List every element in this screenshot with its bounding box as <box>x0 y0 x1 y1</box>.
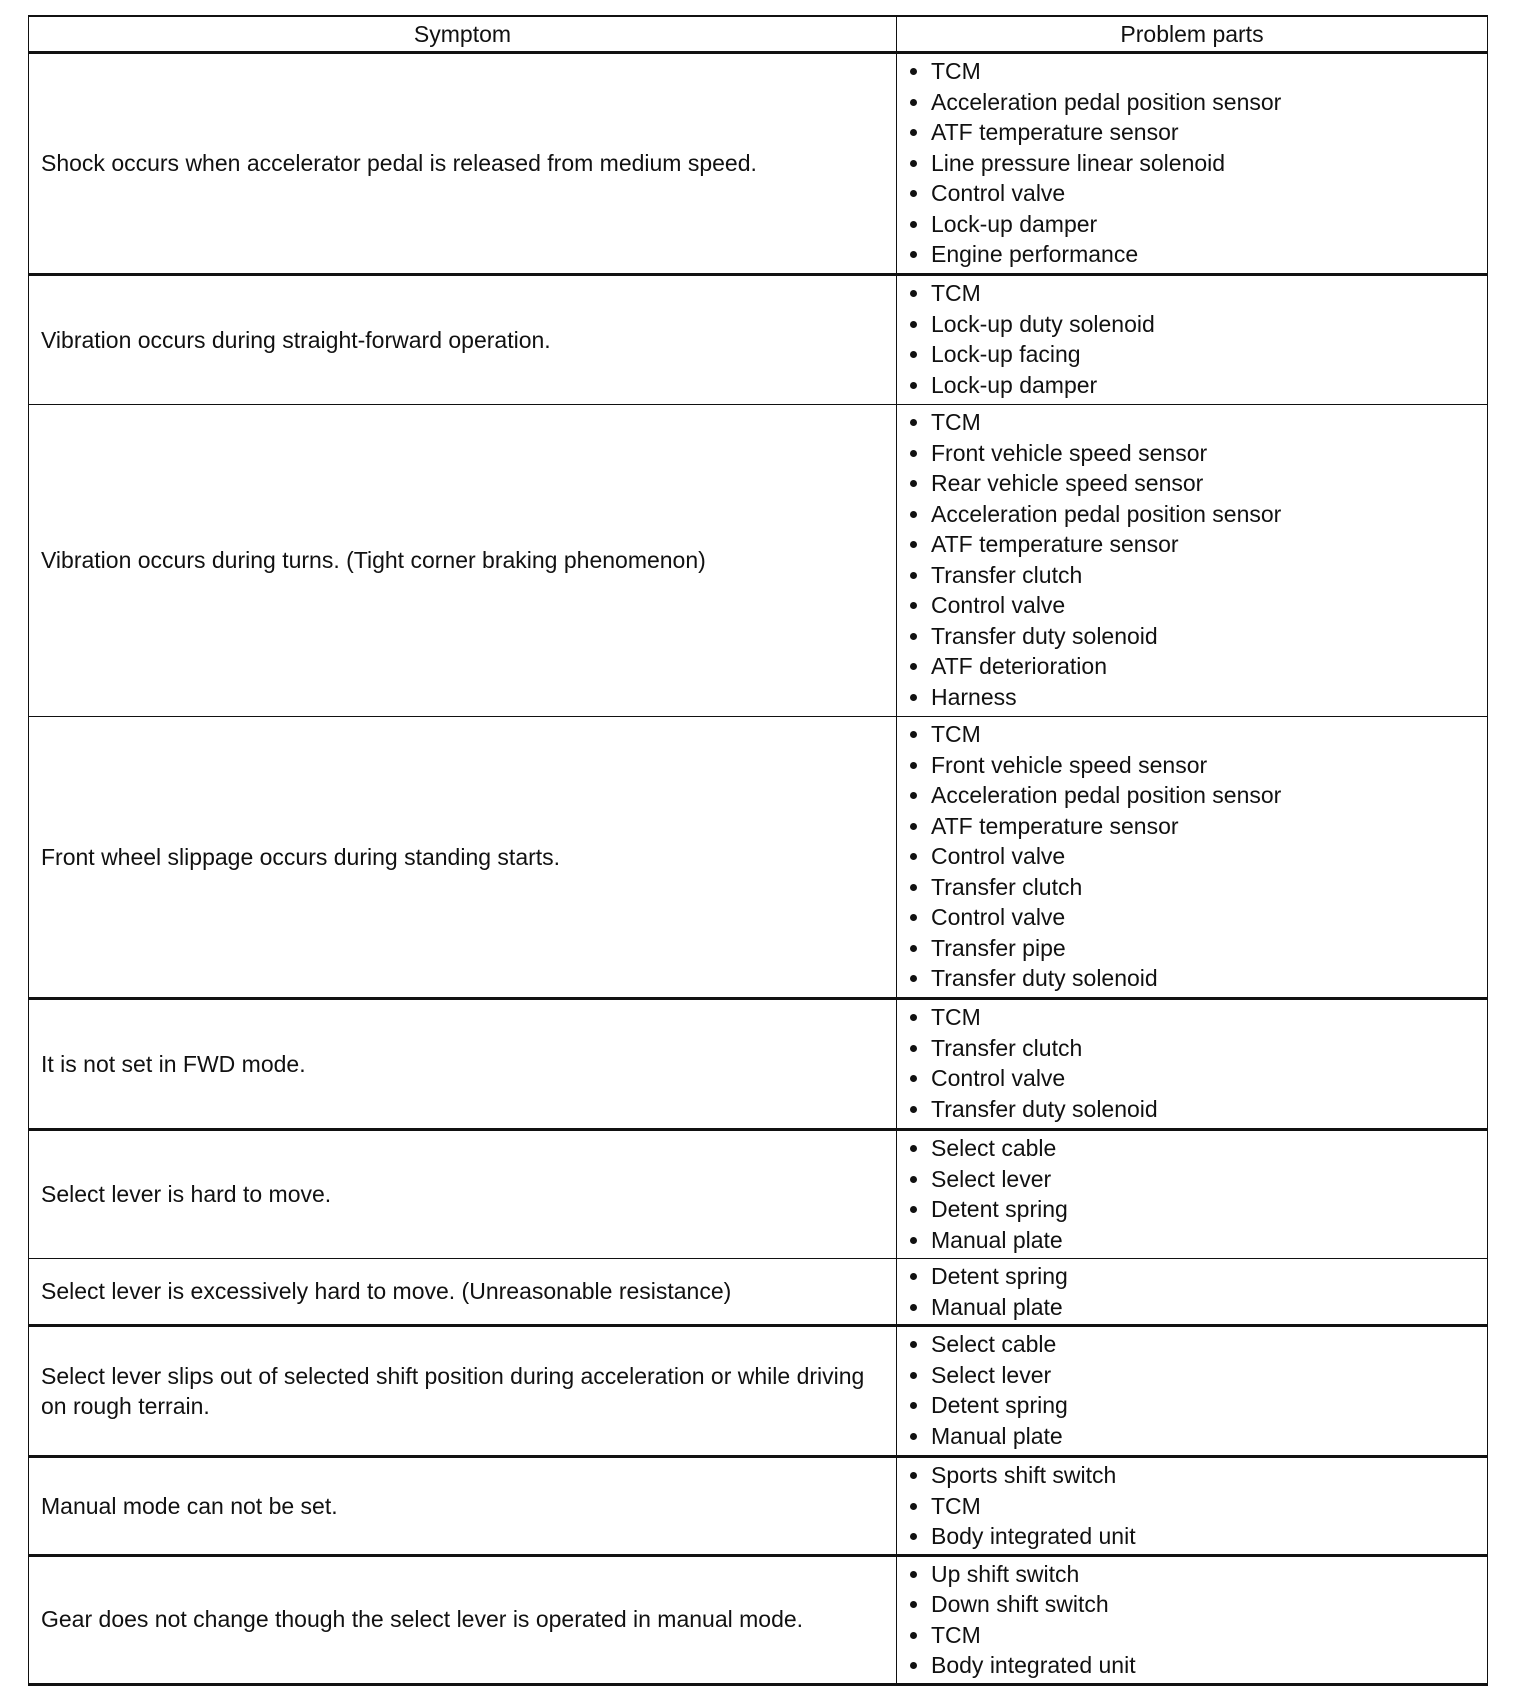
list-item: Transfer pipe <box>909 933 1487 964</box>
symptom-cell: It is not set in FWD mode. <box>29 999 897 1130</box>
problem-parts-cell <box>897 275 1488 405</box>
list-item: Transfer duty solenoid <box>909 621 1487 652</box>
list-item: Body integrated unit <box>909 1521 1487 1552</box>
list-item: TCM <box>909 56 1487 87</box>
symptom-cell: Manual mode can not be set. <box>29 1457 897 1556</box>
symptom-cell: Select lever is excessively hard to move. (Unreasonable resistance) <box>29 1259 897 1326</box>
list-item: ATF deterioration <box>909 651 1487 682</box>
list-item: ATF temperature sensor <box>909 117 1487 148</box>
list-item: Control valve <box>909 590 1487 621</box>
list-item: Acceleration pedal position sensor <box>909 87 1487 118</box>
list-item: TCM <box>909 1491 1487 1522</box>
list-item: Engine performance <box>909 239 1487 270</box>
problem-parts-cell <box>897 717 1488 999</box>
problem-parts-cell <box>897 1259 1488 1326</box>
symptom-table <box>28 15 1488 1686</box>
list-item: Body integrated unit <box>909 1650 1487 1681</box>
list-item: Transfer duty solenoid <box>909 963 1487 994</box>
list-item: Transfer clutch <box>909 1033 1487 1064</box>
table-row <box>29 717 1488 999</box>
list-item: Lock-up duty solenoid <box>909 309 1487 340</box>
list-item: ATF temperature sensor <box>909 529 1487 560</box>
list-item: Up shift switch <box>909 1559 1487 1590</box>
list-item: TCM <box>909 407 1487 438</box>
list-item: Transfer clutch <box>909 560 1487 591</box>
header-problem-parts: Problem parts <box>897 16 1488 53</box>
list-item: Down shift switch <box>909 1589 1487 1620</box>
parts-list <box>897 1133 1487 1255</box>
list-item: ATF temperature sensor <box>909 811 1487 842</box>
table-row <box>29 275 1488 405</box>
list-item: Transfer clutch <box>909 872 1487 903</box>
list-item: Control valve <box>909 902 1487 933</box>
problem-parts-cell <box>897 999 1488 1130</box>
parts-list <box>897 56 1487 270</box>
list-item: TCM <box>909 278 1487 309</box>
list-item: Lock-up facing <box>909 339 1487 370</box>
parts-list <box>897 1460 1487 1552</box>
list-item: Manual plate <box>909 1225 1487 1256</box>
list-item: Acceleration pedal position sensor <box>909 780 1487 811</box>
table-row <box>29 1326 1488 1457</box>
problem-parts-cell <box>897 53 1488 275</box>
symptom-cell: Front wheel slippage occurs during standing starts. <box>29 717 897 999</box>
symptom-cell: Vibration occurs during turns. (Tight corner braking phenomenon) <box>29 405 897 717</box>
list-item: Select cable <box>909 1329 1487 1360</box>
list-item: Sports shift switch <box>909 1460 1487 1491</box>
list-item: Front vehicle speed sensor <box>909 750 1487 781</box>
list-item: Select cable <box>909 1133 1487 1164</box>
symptom-cell: Gear does not change though the select lever is operated in manual mode. <box>29 1555 897 1684</box>
symptom-cell: Select lever is hard to move. <box>29 1130 897 1259</box>
list-item: TCM <box>909 1620 1487 1651</box>
list-item: Manual plate <box>909 1292 1487 1323</box>
table-row <box>29 1259 1488 1326</box>
list-item: Detent spring <box>909 1390 1487 1421</box>
list-item: Select lever <box>909 1164 1487 1195</box>
parts-list <box>897 1329 1487 1451</box>
list-item: Line pressure linear solenoid <box>909 148 1487 179</box>
list-item: Front vehicle speed sensor <box>909 438 1487 469</box>
list-item: TCM <box>909 719 1487 750</box>
parts-list <box>897 1559 1487 1681</box>
symptom-cell: Select lever slips out of selected shift position during acceleration or while driving on rough terrain. <box>29 1326 897 1457</box>
symptom-cell: Shock occurs when accelerator pedal is released from medium speed. <box>29 53 897 275</box>
parts-list <box>897 407 1487 712</box>
list-item: Acceleration pedal position sensor <box>909 499 1487 530</box>
problem-parts-cell <box>897 1555 1488 1684</box>
header-symptom: Symptom <box>29 16 897 53</box>
table-row <box>29 1555 1488 1684</box>
table-row <box>29 999 1488 1130</box>
table-row <box>29 1130 1488 1259</box>
table-row <box>29 1457 1488 1556</box>
list-item: Control valve <box>909 841 1487 872</box>
list-item: Detent spring <box>909 1194 1487 1225</box>
header-row <box>29 16 1488 53</box>
list-item: Harness <box>909 682 1487 713</box>
list-item: Control valve <box>909 1063 1487 1094</box>
symptom-cell: Vibration occurs during straight-forward operation. <box>29 275 897 405</box>
problem-parts-cell <box>897 405 1488 717</box>
list-item: Detent spring <box>909 1261 1487 1292</box>
list-item: Transfer duty solenoid <box>909 1094 1487 1125</box>
parts-list <box>897 1261 1487 1322</box>
parts-list <box>897 1002 1487 1124</box>
list-item: Control valve <box>909 178 1487 209</box>
list-item: TCM <box>909 1002 1487 1033</box>
list-item: Select lever <box>909 1360 1487 1391</box>
list-item: Rear vehicle speed sensor <box>909 468 1487 499</box>
problem-parts-cell <box>897 1130 1488 1259</box>
table-row <box>29 53 1488 275</box>
problem-parts-cell <box>897 1326 1488 1457</box>
parts-list <box>897 278 1487 400</box>
list-item: Manual plate <box>909 1421 1487 1452</box>
table-row <box>29 405 1488 717</box>
list-item: Lock-up damper <box>909 370 1487 401</box>
problem-parts-cell <box>897 1457 1488 1556</box>
parts-list <box>897 719 1487 994</box>
list-item: Lock-up damper <box>909 209 1487 240</box>
